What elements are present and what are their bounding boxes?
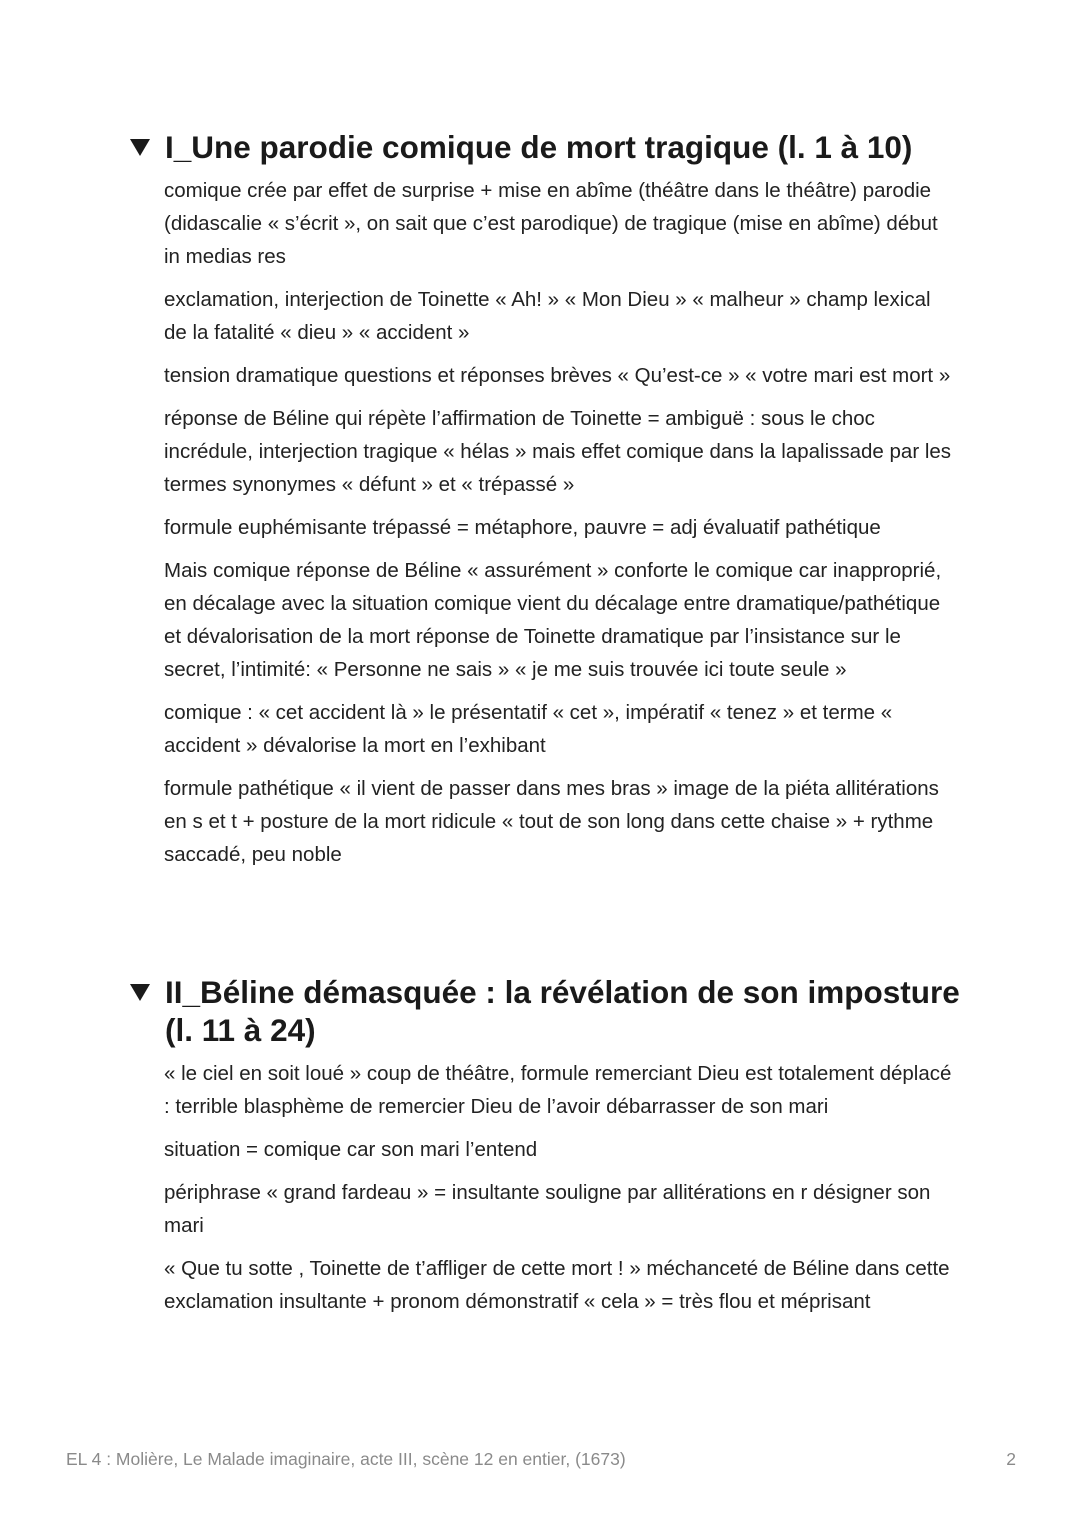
collapse-triangle-icon[interactable] bbox=[130, 984, 150, 1001]
page-number: 2 bbox=[1006, 1449, 1016, 1469]
paragraph: formule pathétique « il vient de passer dans mes bras » image de la piéta allitérations en s et t + posture de la mort ridicule « tout de son long dans cette chaise » + rythme saccadé, peu noble bbox=[164, 777, 939, 866]
section-1 bbox=[130, 128, 960, 881]
paragraph: périphrase « grand fardeau » = insultante souligne par allitérations en r désigner son mari bbox=[164, 1181, 931, 1237]
paragraph: « Que tu sotte , Toinette de t’affliger de cette mort ! » méchanceté de Béline dans cette exclamation insultante + pronom démonstratif « cela » = très flou et méprisant bbox=[164, 1257, 950, 1313]
paragraph: comique : « cet accident là » le présentatif « cet », impératif « tenez » et terme « accident » dévalorise la mort en l’exhibant bbox=[164, 701, 893, 757]
paragraph: tension dramatique questions et réponses brèves « Qu’est-ce » « votre mari est mort » bbox=[164, 364, 951, 387]
section-2-heading[interactable] bbox=[130, 973, 960, 1049]
collapse-triangle-icon[interactable] bbox=[130, 139, 150, 156]
paragraph: comique crée par effet de surprise + mise en abîme (théâtre dans le théâtre) parodie (didascalie « s’écrit », on sait que c’est parodique) de tragique (mise en abîme) début in medias res bbox=[164, 179, 938, 268]
section-1-heading[interactable] bbox=[130, 128, 960, 166]
page-footer bbox=[66, 1447, 1016, 1471]
section-2 bbox=[130, 973, 960, 1328]
section-1-title: I_Une parodie comique de mort tragique (l. 1 à 10) bbox=[165, 129, 913, 165]
section-2-title: II_Béline démasquée : la révélation de son imposture (l. 11 à 24) bbox=[165, 974, 960, 1048]
paragraph: Mais comique réponse de Béline « assurément » conforte le comique car inapproprié, en décalage avec la situation comique vient du décalage entre dramatique/pathétique et dévalorisation de la mort réponse de Toinette dramatique par l’insistance sur le secret, l’intimité: « Personne ne sais » « je me suis trouvée ici toute seule » bbox=[164, 559, 942, 681]
paragraph: situation = comique car son mari l’entend bbox=[164, 1138, 538, 1161]
footer-text: EL 4 : Molière, Le Malade imaginaire, acte III, scène 12 en entier, (1673) bbox=[66, 1449, 626, 1469]
paragraph: exclamation, interjection de Toinette « Ah! » « Mon Dieu » « malheur » champ lexical de la fatalité « dieu » « accident » bbox=[164, 288, 931, 344]
paragraph: réponse de Béline qui répète l’affirmation de Toinette = ambiguë : sous le choc incrédule, interjection tragique « hélas » mais effet comique dans la lapalissade par les termes synonymes « défunt » et « trépassé » bbox=[164, 407, 952, 496]
paragraph: « le ciel en soit loué » coup de théâtre, formule remerciant Dieu est totalement déplacé : terrible blasphème de remercier Dieu de l’avoir débarrasser de son mari bbox=[164, 1062, 952, 1118]
paragraph: formule euphémisante trépassé = métaphore, pauvre = adj évaluatif pathétique bbox=[164, 516, 881, 539]
